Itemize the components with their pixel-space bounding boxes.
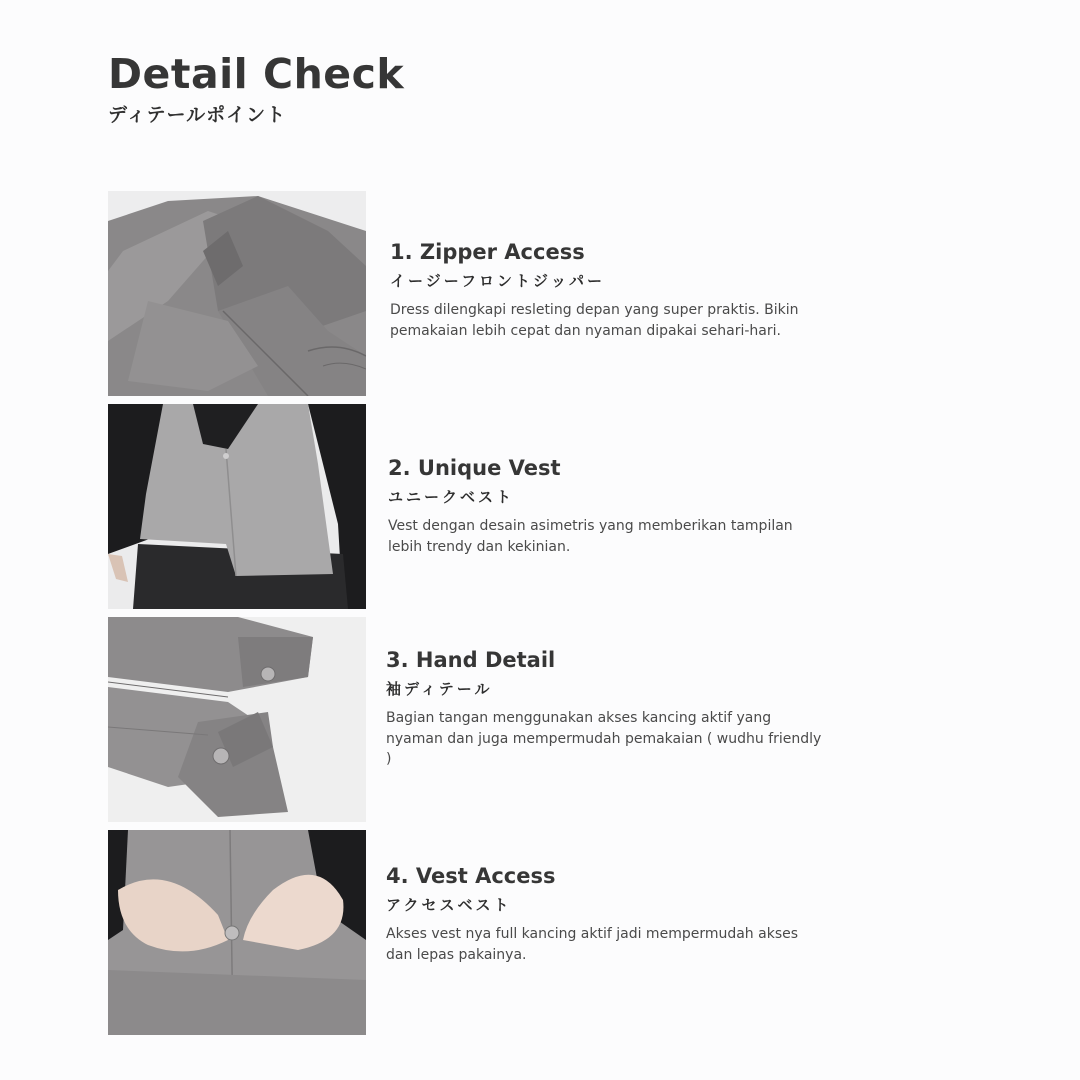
detail-description: Akses vest nya full kancing aktif jadi mempermudah akses dan lepas pakainya.: [386, 926, 799, 963]
vest-button-image: [108, 830, 366, 1035]
detail-zipper-access: [390, 240, 830, 341]
detail-title: 3. Hand Detail: [386, 648, 556, 672]
detail-description: Dress dilengkapi resleting depan yang super praktis. Bikin pemakaian lebih cepat dan nyaman dipakai sehari-hari.: [390, 302, 799, 339]
photo-hand-detail: [108, 617, 366, 822]
detail-title: 2. Unique Vest: [388, 456, 561, 480]
detail-vest-access: [386, 864, 826, 965]
detail-description: Vest dengan desain asimetris yang memberikan tampilan lebih trendy dan kekinian.: [388, 518, 793, 555]
detail-title: 4. Vest Access: [386, 864, 556, 888]
page-title: Detail Check: [108, 50, 405, 98]
sleeve-cuff-image: [108, 617, 366, 822]
detail-unique-vest: [388, 456, 828, 557]
page-subtitle: ディテールポイント: [108, 104, 287, 126]
detail-title: 1. Zipper Access: [390, 240, 585, 264]
detail-jp-subtitle: 袖ディテール: [386, 680, 493, 698]
detail-jp-subtitle: ユニークベスト: [388, 488, 515, 506]
photo-vest-access: [108, 830, 366, 1035]
photo-unique-vest: [108, 404, 366, 609]
zipper-collar-image: [108, 191, 366, 396]
detail-hand-detail: [386, 648, 826, 770]
photo-zipper-access: [108, 191, 366, 396]
vest-image: [108, 404, 366, 609]
detail-description: Bagian tangan menggunakan akses kancing aktif yang nyaman dan juga mempermudah pemakaian ( wudhu friendly ): [386, 710, 822, 767]
detail-jp-subtitle: イージーフロントジッパー: [390, 272, 605, 290]
detail-jp-subtitle: アクセスベスト: [386, 896, 512, 914]
